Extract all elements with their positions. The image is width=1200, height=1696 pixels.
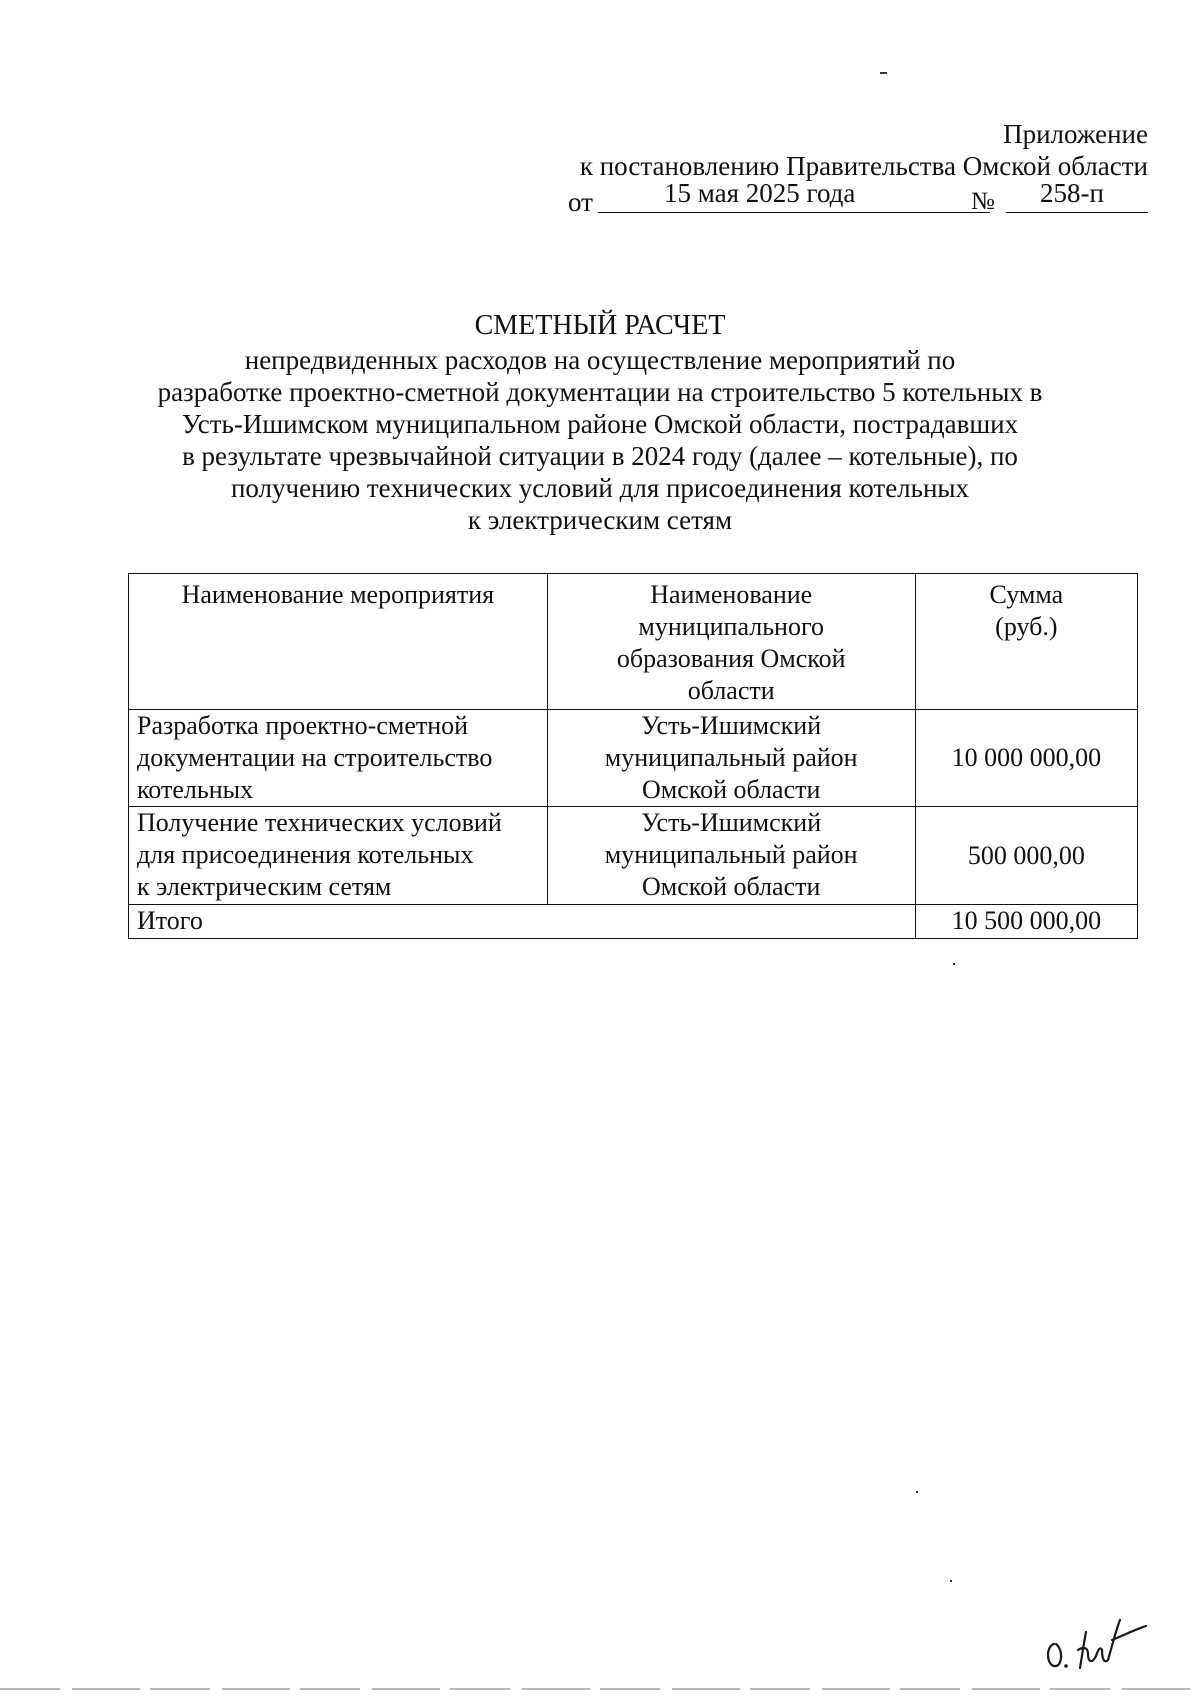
decree-date: 15 мая 2025 года bbox=[664, 178, 856, 208]
title-line: непредвиденных расходов на осуществление мероприятий по bbox=[244, 345, 956, 375]
appendix-header bbox=[580, 118, 1148, 182]
number-sign: № bbox=[971, 188, 995, 215]
scan-speck bbox=[880, 72, 887, 74]
number-field bbox=[1006, 178, 1148, 213]
document-title bbox=[120, 310, 1080, 536]
title-line: в результате чрезвычайной ситуации в 2024 году (далее – котельные), по bbox=[182, 441, 1018, 471]
header-amount: Сумма (руб.) bbox=[915, 574, 1137, 710]
date-field bbox=[598, 178, 990, 213]
municipality-cell: Усть-Ишимский муниципальный район Омской области bbox=[547, 807, 915, 905]
decree-date-line bbox=[568, 178, 1148, 217]
appendix-label: Приложение bbox=[1003, 119, 1148, 149]
date-prefix: от bbox=[568, 187, 593, 217]
municipality-cell: Усть-Ишимский муниципальный район Омской области bbox=[547, 710, 915, 807]
handwritten-initials bbox=[1040, 1606, 1150, 1676]
scan-speck bbox=[950, 1580, 952, 1582]
table-header-row bbox=[129, 574, 1138, 710]
activity-name-cell: Получение технических условий для присоединения котельных к электрическим сетям bbox=[129, 807, 548, 905]
table-row bbox=[129, 710, 1138, 807]
title-line: получению технических условий для присоединения котельных bbox=[230, 473, 970, 503]
scan-edge-line bbox=[0, 1688, 1200, 1690]
scan-speck bbox=[916, 1491, 918, 1493]
decree-number: 258-п bbox=[1040, 178, 1104, 208]
header-activity-name: Наименование мероприятия bbox=[129, 574, 548, 710]
activity-name-cell: Разработка проектно-сметной документации на строительство котельных bbox=[129, 710, 548, 807]
appendix-reference: к постановлению Правительства Омской области bbox=[579, 151, 1148, 181]
estimate-table bbox=[128, 573, 1138, 939]
header-municipality: Наименование муниципального образования Омской области bbox=[547, 574, 915, 710]
title-line: к электрическим сетям bbox=[467, 505, 733, 535]
amount-cell: 10 000 000,00 bbox=[915, 710, 1137, 807]
table-row bbox=[129, 807, 1138, 905]
total-label: Итого bbox=[129, 905, 916, 939]
title-heading: СМЕТНЫЙ РАСЧЕТ bbox=[474, 310, 726, 341]
title-line: Усть-Ишимском муниципальном районе Омской области, пострадавших bbox=[181, 409, 1019, 439]
amount-cell: 500 000,00 bbox=[915, 807, 1137, 905]
scan-speck bbox=[953, 963, 955, 965]
table-total-row bbox=[129, 905, 1138, 939]
total-amount: 10 500 000,00 bbox=[915, 905, 1137, 939]
title-line: разработке проектно-сметной документации на строительство 5 котельных в bbox=[157, 377, 1043, 407]
